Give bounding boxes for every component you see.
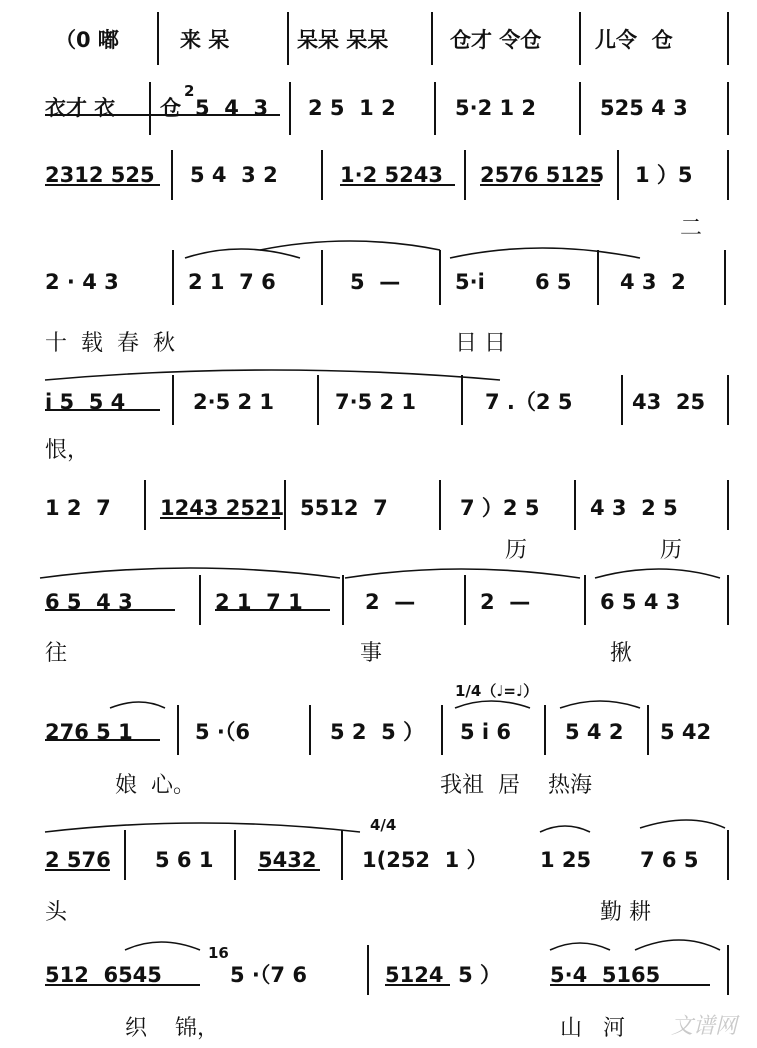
note-group: 7 ）2 5 [460,496,540,520]
lyric: 娘 心。 [115,773,195,798]
lyric: 十 载 春 秋 [45,331,175,356]
note-group: 5 4 3 2 [190,163,278,187]
note-group: 5512 7 [300,496,388,520]
note-group: 5·4 5165 [550,963,661,987]
note-group: 5 i 6 [460,720,512,744]
note-group: 2 1 7 6 [188,270,276,294]
lyric: 历 [660,538,683,563]
note-group: 6 5 4 3 [600,590,681,614]
note-group: 2·5 2 1 [193,390,275,414]
note-group: 512 6545 [45,963,162,987]
note-group: 1243 2521 [160,496,285,520]
note-group: 1 ）5 [635,163,693,187]
note-group: 16 [208,944,229,962]
note-group: 2 — [365,590,416,614]
note-group: 5 2 5 ） [330,720,425,744]
note-group: 7 6 5 [640,848,699,872]
lyric: 勤 耕 [600,900,651,925]
note-group: 5124 5 ） [385,963,501,987]
note-group: 5432 [258,848,317,872]
note-group: i 5 5 4 [45,390,126,414]
note-group: 1 2 7 [45,496,111,520]
lyric: 往 [45,641,68,666]
note-group: 7 .（2 5 [485,390,573,414]
note-group: 2312 525 [45,163,155,187]
note-group: 衣才 衣 [45,96,116,120]
lyric: 恨， [45,438,90,463]
note-group: 525 4 3 [600,96,688,120]
note-group: 2 5 1 2 [308,96,396,120]
note-group: 仓才 令仓 [450,28,542,52]
note-group: 4 3 2 5 [590,496,678,520]
lyric: 二 [680,216,703,241]
note-group: 43 25 [632,390,706,414]
note-group: 呆呆 呆呆 [297,28,389,52]
lyric: 历 [505,538,528,563]
note-group: 2 [184,82,195,100]
note-group: 2576 5125 [480,163,605,187]
note-group: 来 呆 [180,28,230,52]
note-group: 5 4 3 [195,96,269,120]
note-group: 5 6 1 [155,848,214,872]
note-group: （0 嘟 [55,28,119,52]
note-group: 5 — [350,270,401,294]
note-group: 1 25 [540,848,592,872]
note-group: 5 ·（6 [195,720,251,744]
watermark: 文谱网 [670,1014,737,1039]
note-group: 5 42 [660,720,712,744]
note-group: 5 ·（7 6 [230,963,307,987]
note-group: 2 — [480,590,531,614]
note-group: 5·i [455,270,485,294]
note-group: 儿令 仓 [595,28,673,52]
note-group: 2 576 [45,848,111,872]
note-group: 4 3 2 [620,270,686,294]
lyric: 山 河 [560,1016,625,1041]
note-group: 2 1 7 1 [215,590,303,614]
note-group: 5 4 2 [565,720,624,744]
note-group: 1/4（♩=♩） [455,682,539,700]
note-group: 2 · 4 3 [45,270,119,294]
lyric: 事 [360,641,383,666]
note-group: 6 5 4 3 [45,590,133,614]
note-group: 276 5 1 [45,720,133,744]
note-group: 1(252 1 ） [362,848,488,872]
note-group: 仓 [160,96,181,120]
note-group: 1·2 5243 [340,163,443,187]
note-group: 6 5 [535,270,572,294]
note-group: 7·5 2 1 [335,390,417,414]
lyric: 我祖 居 热海 [440,773,592,798]
note-group: 5·2 1 2 [455,96,537,120]
lyric: 头 [45,900,68,925]
lyric: 日 日 [455,331,506,356]
note-group: 4/4 [370,816,397,834]
lyric: 揪 [610,641,633,666]
lyric: 织 锦， [125,1016,219,1041]
